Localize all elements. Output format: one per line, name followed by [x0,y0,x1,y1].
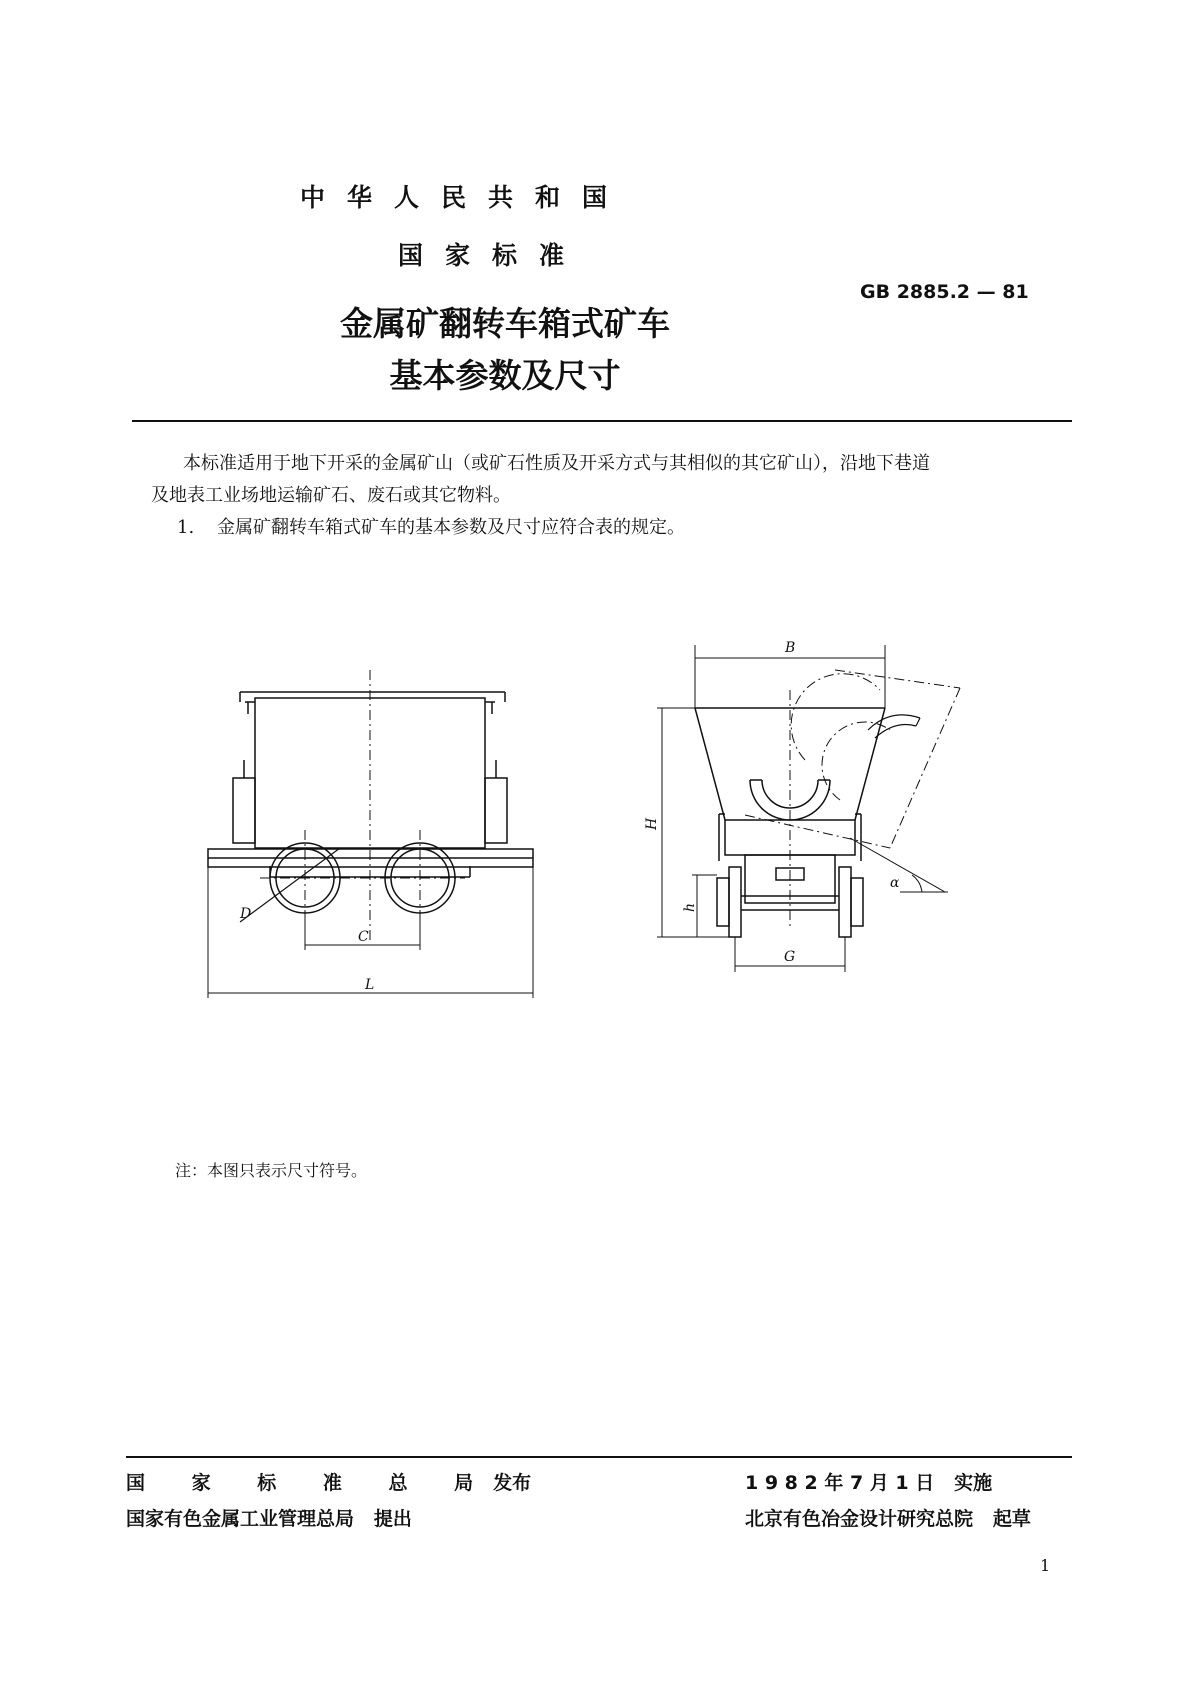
publisher: 国 家 标 准 总 局 [126,1472,494,1494]
top-divider [132,420,1072,422]
proposer-line [126,1504,412,1531]
effective-line [745,1468,992,1495]
drafter-action: 起草 [992,1508,1031,1530]
end-view [644,640,960,972]
label-alpha: α [890,875,900,891]
title-line-2: 基本参数及尺寸 [389,356,621,395]
label-c: C [358,929,369,945]
label-h-lower: h [682,902,698,912]
label-b: B [785,640,796,656]
effective-action: 实施 [954,1472,993,1494]
mine-car-diagram [200,630,980,1030]
drafter: 北京有色冶金设计研究总院 [745,1508,974,1530]
effective-date: 1 9 8 2 年 7 月 1 日 [745,1472,935,1494]
document-title [310,298,700,402]
proposer: 国家有色金属工业管理总局 [126,1508,355,1530]
clause-1 [177,512,1072,544]
page-number: 1 [1040,1556,1051,1575]
label-d: D [240,906,252,922]
title-line-1: 金属矿翻转车箱式矿车 [340,304,670,343]
country-heading: 中华人民共和国 [300,183,630,212]
standard-code: GB 2885.2 — 81 [860,281,1029,303]
drafter-line [745,1504,1031,1531]
standard-type-heading: 国家标准 [398,241,587,270]
proposer-action: 提出 [373,1508,412,1530]
side-view [208,670,533,998]
body-text [151,448,1072,544]
figure-note: 注：本图只表示尺寸符号。 [175,1161,368,1180]
clause-1-number: 1. [177,517,195,538]
bottom-divider [126,1456,1072,1458]
scope-line-1: 本标准适用于地下开采的金属矿山（或矿石性质及开采方式与其相似的其它矿山），沿地下巷道 [183,453,930,474]
label-l: L [365,977,375,993]
publisher-action: 发布 [493,1472,532,1494]
label-h-upper: H [644,817,660,830]
publisher-line [126,1468,531,1495]
label-g: G [784,949,796,965]
clause-1-text: 金属矿翻转车箱式矿车的基本参数及尺寸应符合表的规定。 [217,517,685,538]
scope-line-2: 及地表工业场地运输矿石、废石或其它物料。 [151,485,511,506]
